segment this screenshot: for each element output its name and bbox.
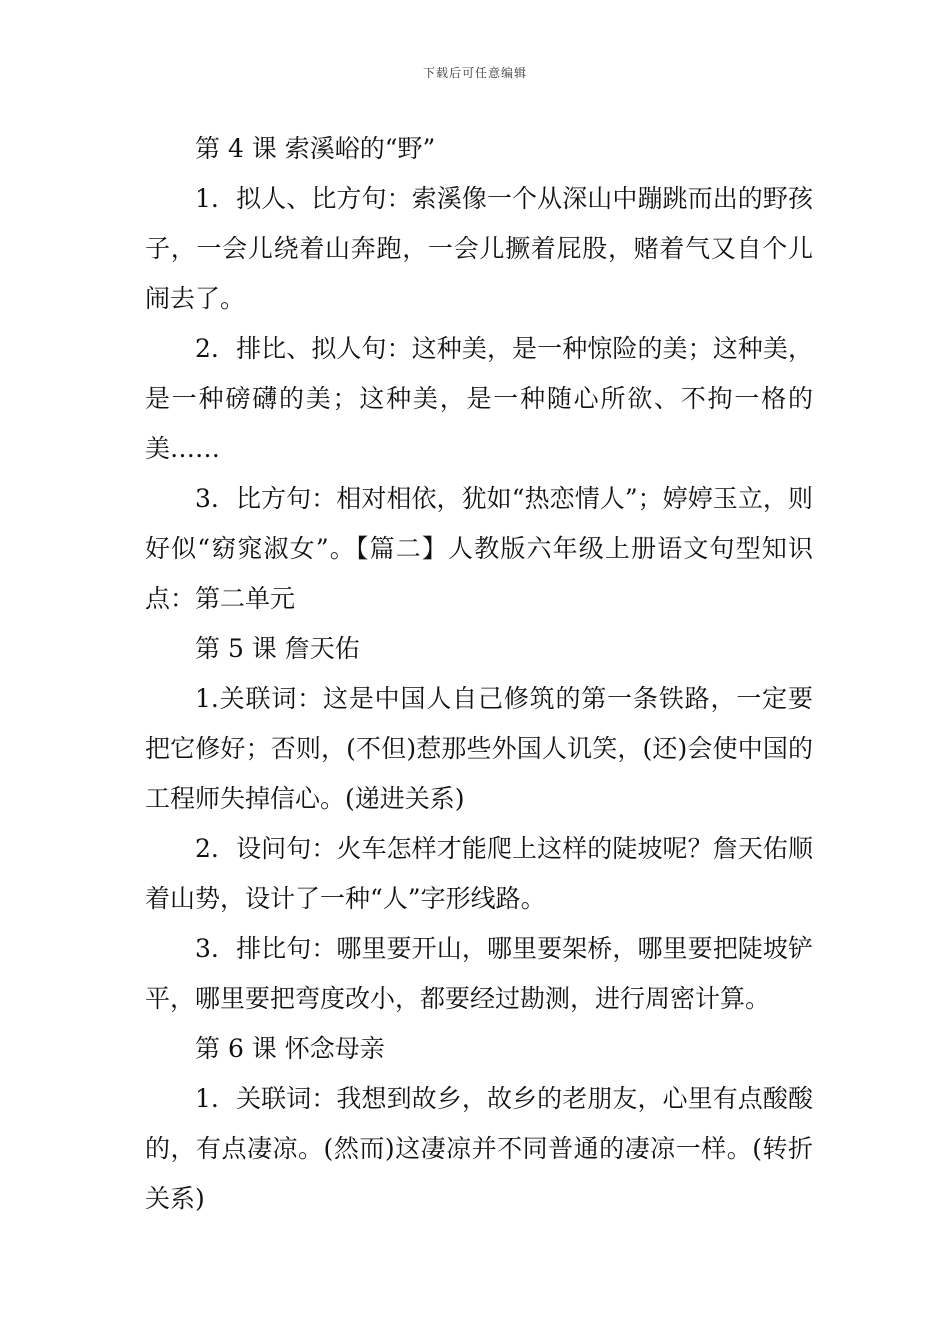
lesson-6-title: 第 6 课 怀念母亲 (195, 1034, 385, 1063)
header-note: 下载后可任意编辑 (422, 66, 527, 80)
lesson-4-title: 第 4 课 索溪峪的“野” (195, 134, 436, 163)
paragraph: 2．排比、拟人句：这种美，是一种惊险的美；这种美，是一种磅礴的美；这种美，是一种随心所欲、不拘一格的美…… (145, 334, 813, 463)
document-body (145, 124, 813, 1224)
lesson-5-title: 第 5 课 詹天佑 (195, 634, 360, 663)
paragraph: 2．设问句：火车怎样才能爬上这样的陡坡呢？詹天佑顺着山势，设计了一种“人”字形线路。 (145, 834, 813, 913)
paragraph: 3．比方句：相对相依，犹如“热恋情人”；婷婷玉立，则好似“窈窕淑女”。【篇二】人教版六年级上册语文句型知识点：第二单元 (145, 484, 813, 613)
paragraph: 3．排比句：哪里要开山，哪里要架桥，哪里要把陡坡铲平，哪里要把弯度改小，都要经过勘测，进行周密计算。 (145, 934, 813, 1013)
paragraph: 1.关联词：这是中国人自己修筑的第一条铁路，一定要把它修好；否则，(不但)惹那些外国人讥笑，(还)会使中国的工程师失掉信心。(递进关系) (145, 684, 813, 813)
paragraph: 1．关联词：我想到故乡，故乡的老朋友，心里有点酸酸的，有点凄凉。(然而)这凄凉并不同普通的凄凉一样。(转折关系) (145, 1084, 813, 1213)
paragraph: 1．拟人、比方句：索溪像一个从深山中蹦跳而出的野孩子，一会儿绕着山奔跑，一会儿撅着屁股，赌着气又自个儿闹去了。 (145, 184, 813, 313)
